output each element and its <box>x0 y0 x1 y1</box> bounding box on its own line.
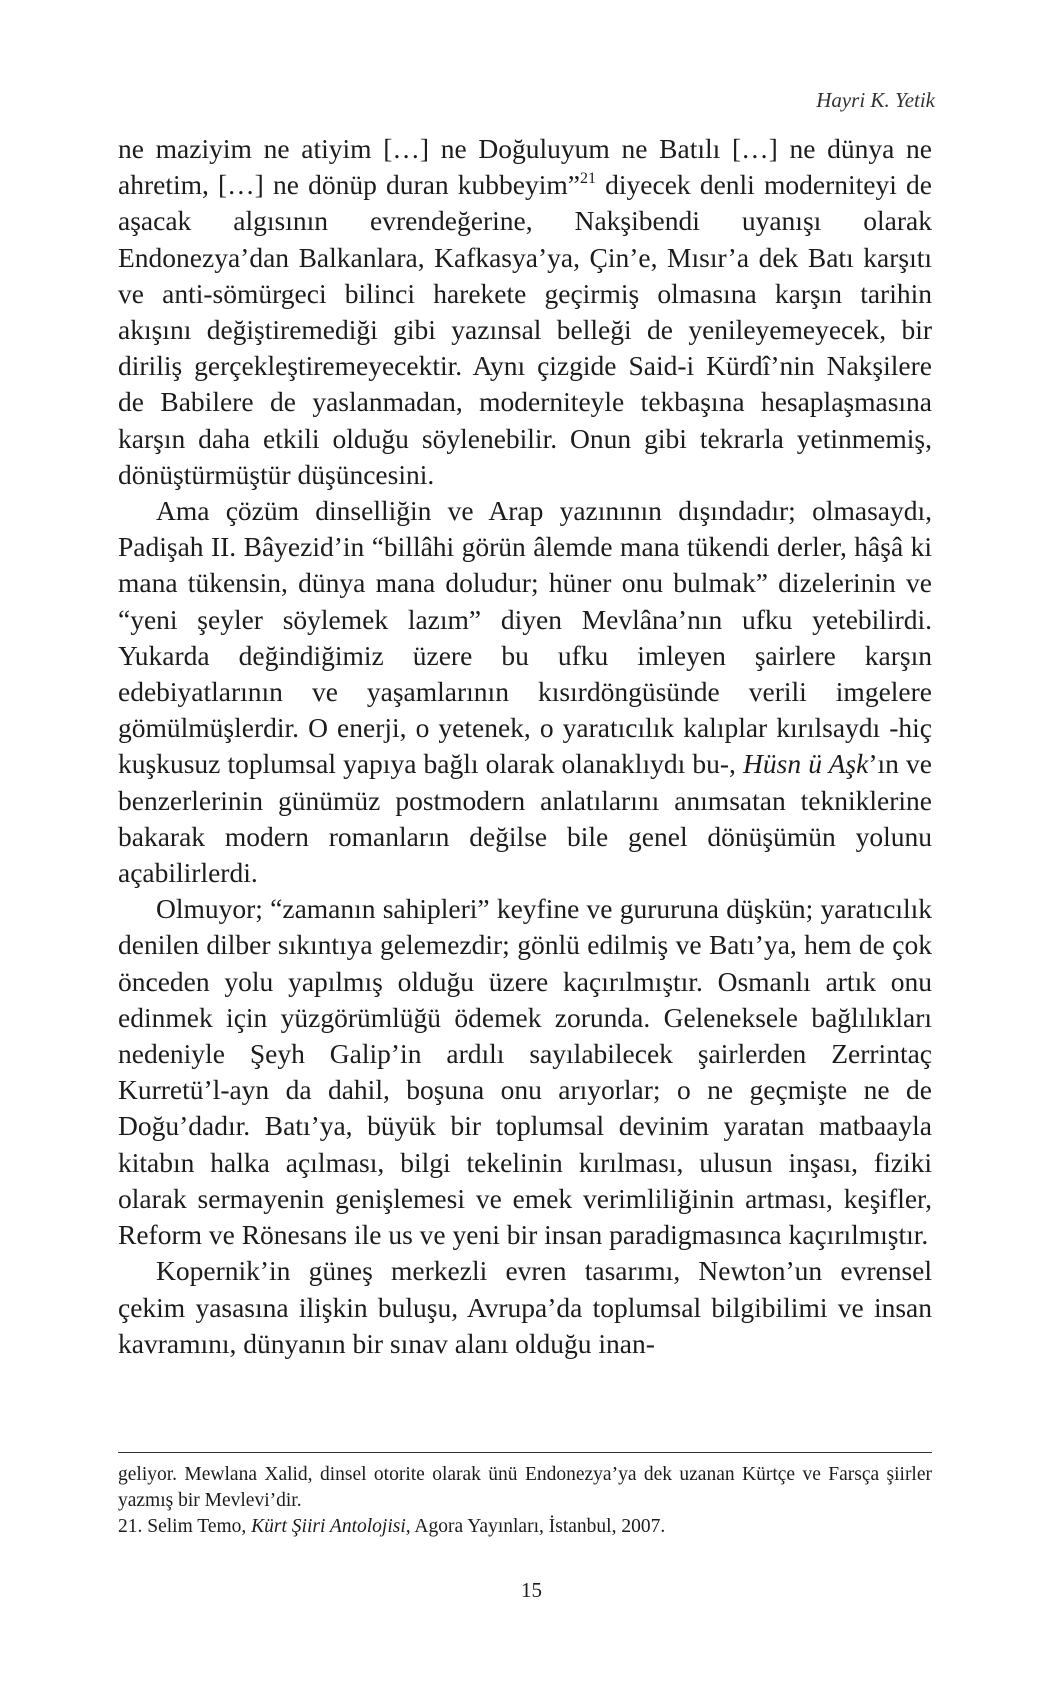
paragraph-4: Kopernik’in güneş merkezli evren tasarımı, Newton’un evrensel çekim yasasına ilişkin buluşu, Avrupa’da toplumsal bilgibilimi ve insan kavramını, dünyanın bir sınav alanı olduğu inan- <box>118 1255 932 1359</box>
footnote-continued: geliyor. Mewlana Xalid, dinsel otorite olarak ünü Endonezya’ya dek uzanan Kürtçe ve Farsça şiirler yazmış bir Mevlevi’dir. <box>118 1464 932 1511</box>
paragraph-1 <box>118 131 932 493</box>
footnote-21-suffix: , Agora Yayınları, İstanbul, 2007. <box>405 1516 666 1537</box>
running-head: Hayri K. Yetik <box>816 88 935 112</box>
footnote-rule <box>118 1452 932 1453</box>
paragraph-1-text-b: diyecek denli moderniteyi de aşacak algısının evrendeğerine, Nakşibendi uyanışı olarak Endonezya’dan Balkanlara, Kafkasya’ya, Çin’e, Mısır’a dek Batı karşıtı ve anti-sömürgeci bilinci harekete geçirmiş olmasına karşın tarihin akışını değiştiremediği gibi yazınsal belleği de yenileyemeyecek, bir diriliş gerçekleştiremeyecektir. Aynı çizgide Said-i Kürdî’nin Nakşilere de Babilere de yaslanmadan, moderniteyle tekbaşına hesaplaşmasına karşın daha etkili olduğu söylenebilir. Onun gibi tekrarla yetinmemiş, dönüştürmüştür düşüncesini. <box>118 169 932 490</box>
paragraph-3: Olmuyor; “zamanın sahipleri” keyfine ve gururuna düşkün; yaratıcılık denilen dilber sıkıntıya gelemezdir; gönlü edilmiş ve Batı’ya, hem de çok önceden yolu yapılmış olduğu üzere kaçırılmıştır. Osmanlı artık onu edinmek için yüzgörümlüğü ödemek zorunda. Geleneksele bağlılıkları nedeniyle Şeyh Galip’in ardılı sayılabilecek şairlerden Zerrintaç Kurretü’l-ayn da dahil, boşuna onu arıyorlar; o ne geçmişte ne de Doğu’dadır. Batı’ya, büyük bir toplumsal devinim yaratan matbaayla kitabın halka açılması, bilgi tekelinin kırılması, ulusun inşası, fiziki olarak sermayenin genişlemesi ve emek verimliliğinin artması, keşifler, Reform ve Rönesans ile us ve yeni bir insan paradigmasınca kaçırılmıştır. <box>118 893 932 1251</box>
body-text <box>118 131 932 1362</box>
book-title-husn-u-ask: Hüsn ü Aşk <box>743 748 869 780</box>
paragraph-2 <box>118 493 932 891</box>
footnotes <box>118 1462 932 1540</box>
footnote-ref-21: 21 <box>580 170 596 188</box>
footnote-21-title: Kürt Şiiri Antolojisi <box>251 1516 406 1537</box>
paragraph-2-text-a: Ama çözüm dinselliğin ve Arap yazınının dışındadır; olmasaydı, Padişah II. Bâyezid’in “billâhi görün âlemde mana tükendi derler, hâşâ ki mana tükensin, dünya mana doludur; hüner onu bulmak” dizelerinin ve “yeni şeyler söylemek lazım” diyen Mevlâna’nın ufku yetebilirdi. Yukarda değindiğimiz üzere bu ufku imleyen şairlere karşın edebiyatlarının ve yaşamlarının kısırdöngüsünde verili imgelere gömülmüşlerdir. O enerji, o yetenek, o yaratıcılık kalıplar kırılsaydı -hiç kuşkusuz toplumsal yapıya bağlı olarak olanaklıydı bu-, <box>118 495 932 780</box>
footnote-21 <box>118 1514 932 1540</box>
footnote-21-prefix: 21. Selim Temo, <box>118 1516 252 1537</box>
page-number: 15 <box>521 1578 542 1602</box>
paragraph-1-text-a: ne maziyim ne atiyim […] ne Doğuluyum ne Batılı […] ne dünya ne ahretim, […] ne dönüp duran kubbeyim” <box>118 133 932 201</box>
paragraph-2-text-b: ’ın ve benzerlerinin günümüz postmodern anlatılarını anımsatan tekniklerine bakarak modern romanların değilse bile genel dönüşümün yolunu açabilirlerdi. <box>118 748 932 889</box>
